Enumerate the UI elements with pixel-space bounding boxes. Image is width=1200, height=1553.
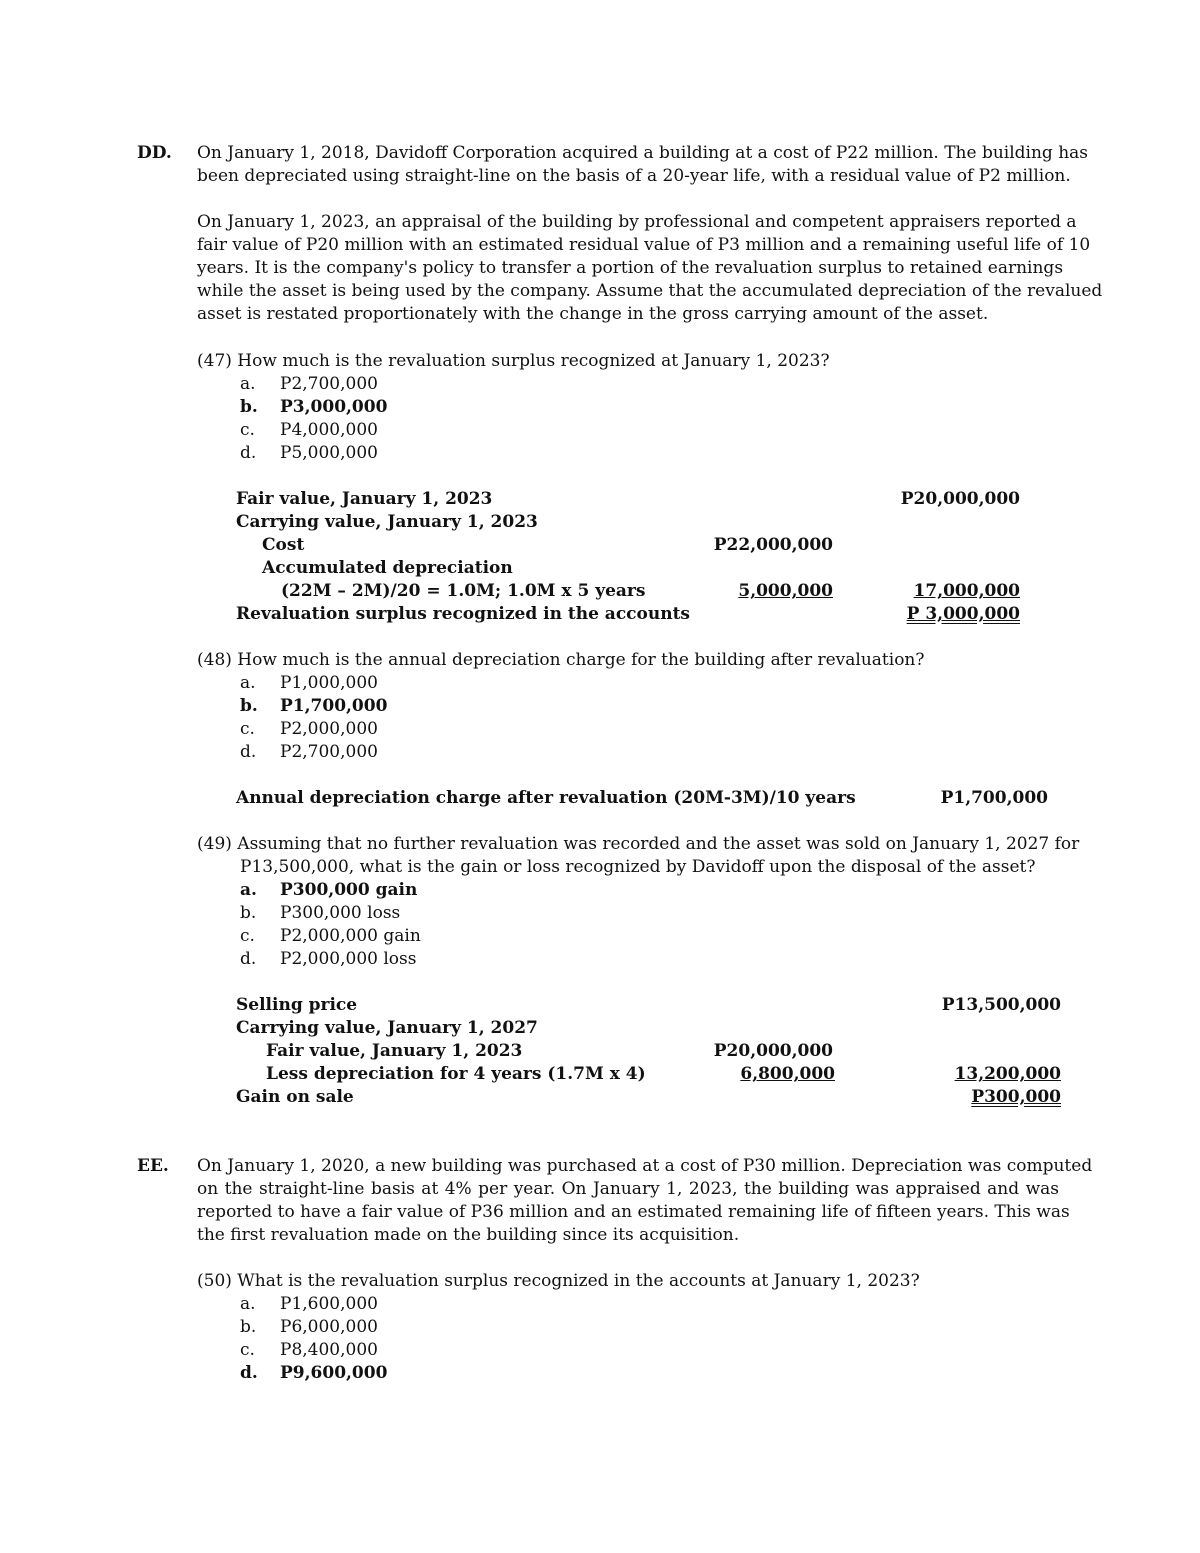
dd-p2-line: On January 1, 2023, an appraisal of the building by professional and competent appraisers reported a [197, 212, 1077, 232]
q47-cost: P22,000,000 [713, 535, 833, 555]
option-letter: c. [240, 1340, 255, 1360]
option-text: P6,000,000 [280, 1317, 378, 1337]
q49-selling-label: Selling price [236, 995, 358, 1015]
q49-carrying: 13,200,000 [954, 1064, 1061, 1084]
option-letter: c. [240, 420, 255, 440]
option-letter: a. [240, 1294, 256, 1314]
dd-paragraph-1 [197, 142, 1089, 188]
dd-p2-line: while the asset is being used by the company. Assume that the accumulated depreciation of the revalued [197, 281, 1103, 301]
section-label-dd: DD. [137, 143, 172, 163]
option-letter: c. [240, 719, 255, 739]
option-text: P2,700,000 [280, 374, 378, 394]
ee-p1-line: the first revaluation made on the building since its acquisition. [197, 1225, 740, 1245]
option-text: P1,600,000 [280, 1294, 378, 1314]
option-letter: b. [240, 397, 258, 417]
ee-p1-line: On January 1, 2020, a new building was purchased at a cost of P30 million. Depreciation was computed [197, 1156, 1093, 1176]
q49-dep: 6,800,000 [740, 1064, 835, 1084]
option-letter: a. [240, 673, 256, 693]
section-label-ee: EE. [137, 1156, 169, 1176]
dd-paragraph-2 [197, 211, 1103, 326]
option-text: P1,000,000 [280, 673, 378, 693]
question-49-line-2: P13,500,000, what is the gain or loss recognized by Davidoff upon the disposal of the asset? [240, 857, 1036, 877]
option-letter: b. [240, 696, 258, 716]
q47-accum: 5,000,000 [738, 581, 833, 601]
option-letter: b. [240, 903, 257, 923]
q48-solution-value: P1,700,000 [940, 788, 1048, 808]
option-text: P300,000 loss [280, 903, 401, 923]
q49-gain: P300,000 [971, 1087, 1061, 1107]
dd-p2-line: asset is restated proportionately with the change in the gross carrying amount of the asset. [197, 304, 989, 324]
dd-p1-line: been depreciated using straight-line on the basis of a 20-year life, with a residual value of P2 million. [197, 166, 1071, 186]
q47-fair-value: P20,000,000 [900, 489, 1020, 509]
option-letter: d. [240, 949, 257, 969]
option-letter: b. [240, 1317, 257, 1337]
option-letter: a. [240, 880, 257, 900]
q47-accum-calc: (22M – 2M)/20 = 1.0M; 1.0M x 5 years [281, 581, 646, 601]
option-text: P4,000,000 [280, 420, 378, 440]
option-text: P300,000 gain [280, 880, 418, 900]
q47-carrying: 17,000,000 [913, 581, 1020, 601]
q49-fv-label: Fair value, January 1, 2023 [266, 1041, 523, 1061]
dd-p1-line: On January 1, 2018, Davidoff Corporation acquired a building at a cost of P22 million. The building has [197, 143, 1089, 163]
question-47: (47) How much is the revaluation surplus recognized at January 1, 2023? [197, 351, 830, 371]
option-text: P5,000,000 [280, 443, 378, 463]
option-text: P8,400,000 [280, 1340, 378, 1360]
question-50: (50) What is the revaluation surplus recognized in the accounts at January 1, 2023? [197, 1271, 920, 1291]
q47-surplus-label: Revaluation surplus recognized in the accounts [236, 604, 691, 624]
option-text: P2,000,000 gain [280, 926, 421, 946]
q49-dep-label: Less depreciation for 4 years (1.7M x 4) [266, 1064, 646, 1084]
q47-cost-label: Cost [262, 535, 305, 555]
dd-p2-line: fair value of P20 million with an estimated residual value of P3 million and a remaining useful life of 10 [197, 235, 1091, 255]
option-text: P3,000,000 [280, 397, 388, 417]
option-letter: c. [240, 926, 255, 946]
option-text: P9,600,000 [280, 1363, 388, 1383]
ee-paragraph-1 [197, 1155, 1093, 1247]
dd-p2-line: years. It is the company's policy to transfer a portion of the revaluation surplus to retained earnings [197, 258, 1064, 278]
question-48: (48) How much is the annual depreciation charge for the building after revaluation? [197, 650, 925, 670]
q49-selling: P13,500,000 [941, 995, 1061, 1015]
option-letter: d. [240, 742, 257, 762]
option-text: P2,000,000 [280, 719, 378, 739]
q47-surplus: P 3,000,000 [906, 604, 1020, 624]
q49-carrying-label: Carrying value, January 1, 2027 [236, 1018, 538, 1038]
q47-accum-label: Accumulated depreciation [262, 558, 513, 578]
option-text: P2,700,000 [280, 742, 378, 762]
q49-gain-label: Gain on sale [236, 1087, 354, 1107]
q47-fair-value-label: Fair value, January 1, 2023 [236, 489, 493, 509]
option-letter: d. [240, 443, 257, 463]
option-text: P1,700,000 [280, 696, 388, 716]
option-text: P2,000,000 loss [280, 949, 417, 969]
q49-fv: P20,000,000 [713, 1041, 833, 1061]
ee-p1-line: on the straight-line basis at 4% per year. On January 1, 2023, the building was appraised and was [197, 1179, 1059, 1199]
option-letter: a. [240, 374, 256, 394]
ee-p1-line: reported to have a fair value of P36 million and an estimated remaining life of fifteen years. This was [197, 1202, 1070, 1222]
q47-carrying-label: Carrying value, January 1, 2023 [236, 512, 538, 532]
q48-solution-label: Annual depreciation charge after revaluation (20M-3M)/10 years [236, 788, 856, 808]
question-49-line-1: (49) Assuming that no further revaluation was recorded and the asset was sold on January 1, 2027 for [197, 834, 1080, 854]
option-letter: d. [240, 1363, 258, 1383]
